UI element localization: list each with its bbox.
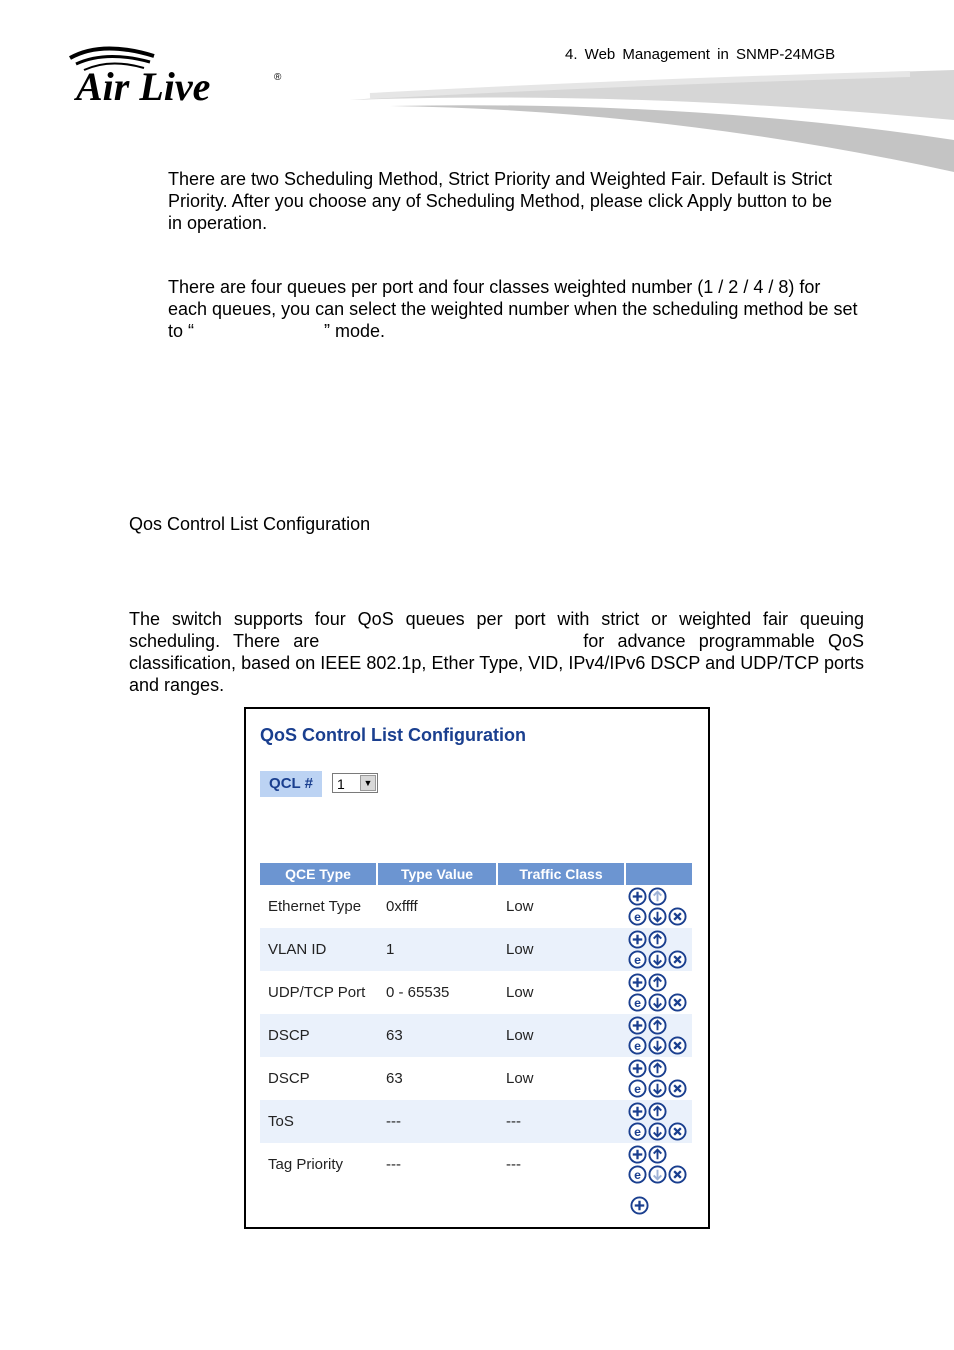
type-value-cell: 63 (386, 1027, 403, 1044)
svg-text:e: e (634, 909, 641, 924)
qce-type-cell: VLAN ID (268, 941, 327, 958)
add-icon[interactable] (628, 887, 647, 906)
traffic-class-cell: --- (506, 1156, 521, 1173)
svg-text:e: e (634, 952, 641, 967)
row-actions (626, 1057, 692, 1100)
arrow-up-icon[interactable] (648, 887, 667, 906)
svg-text:e: e (634, 995, 641, 1010)
qcl-title: QoS Control List Configuration (260, 725, 526, 745)
edit-icon[interactable] (628, 907, 647, 926)
row-actions (626, 1143, 692, 1186)
qce-type-cell: DSCP (268, 1027, 310, 1044)
paragraph-queues-text-a: There are four queues per port and four classes weighted number (1 / 2 / 4 / 8) for each queues, you can select the weighted number when the scheduling method be set to “ (168, 277, 858, 341)
edit-icon[interactable] (628, 950, 647, 969)
qcl-select[interactable] (332, 773, 378, 793)
qcl-screenshot (244, 707, 710, 1229)
table-header (260, 863, 692, 885)
paragraph-qcl-text-a: The switch supports four QoS queues per port with strict or weighted fair queuing scheduling. There are (129, 609, 864, 651)
svg-text:e: e (634, 1038, 641, 1053)
qce-type-cell: Ethernet Type (268, 898, 362, 915)
qce-table (260, 863, 692, 1186)
add-icon[interactable] (628, 930, 647, 949)
arrow-up-icon[interactable] (648, 1102, 667, 1121)
paragraph-qcl (129, 608, 864, 696)
delete-icon[interactable] (668, 993, 687, 1012)
qcl-label: QCL # (260, 771, 322, 797)
add-icon[interactable] (630, 1196, 649, 1215)
row-actions (626, 971, 692, 1014)
qce-type-cell: DSCP (268, 1070, 310, 1087)
delete-icon[interactable] (668, 1036, 687, 1055)
row-actions (626, 885, 692, 928)
svg-text:®: ® (274, 72, 282, 83)
column-header-qce-type: QCE Type (260, 863, 378, 885)
add-icon[interactable] (628, 1102, 647, 1121)
paragraph-queues (168, 276, 864, 342)
arrow-up-icon[interactable] (648, 930, 667, 949)
arrow-down-icon[interactable] (648, 1079, 667, 1098)
traffic-class-cell: Low (506, 984, 534, 1001)
delete-icon[interactable] (668, 1165, 687, 1184)
type-value-cell: --- (386, 1156, 401, 1173)
arrow-down-icon[interactable] (648, 1036, 667, 1055)
arrow-up-icon[interactable] (648, 1059, 667, 1078)
arrow-down-icon[interactable] (648, 907, 667, 926)
type-value-cell: --- (386, 1113, 401, 1130)
type-value-cell: 0xffff (386, 898, 418, 915)
traffic-class-cell: Low (506, 1027, 534, 1044)
paragraph-queues-text-b: ” mode. (324, 321, 386, 341)
edit-icon[interactable] (628, 1165, 647, 1184)
column-header-traffic-class: Traffic Class (498, 863, 626, 885)
paragraph-qcl-text-b: for advance programmable QoS classification, based on IEEE 802.1p, Ether Type, VID, IPv4/IPv6 DSCP and UDP/TCP ports and ranges. (129, 631, 864, 695)
logo-text: Air Live (76, 64, 211, 109)
edit-icon[interactable] (628, 1122, 647, 1141)
table-row (260, 971, 692, 1014)
column-header-type-value: Type Value (378, 863, 498, 885)
section-heading: Qos Control List Configuration (129, 514, 371, 534)
type-value-cell: 1 (386, 941, 395, 958)
delete-icon[interactable] (668, 950, 687, 969)
delete-icon[interactable] (668, 907, 687, 926)
qce-type-cell: ToS (268, 1113, 294, 1130)
airlive-logo (62, 42, 292, 112)
edit-icon[interactable] (628, 993, 647, 1012)
delete-icon[interactable] (668, 1122, 687, 1141)
table-row (260, 885, 692, 928)
table-row (260, 1057, 692, 1100)
delete-icon[interactable] (668, 1079, 687, 1098)
table-row (260, 1014, 692, 1057)
arrow-up-icon[interactable] (648, 1016, 667, 1035)
edit-icon[interactable] (628, 1079, 647, 1098)
arrow-up-icon[interactable] (648, 1145, 667, 1164)
edit-icon[interactable] (628, 1036, 647, 1055)
arrow-down-icon[interactable] (648, 1165, 667, 1184)
traffic-class-cell: Low (506, 898, 534, 915)
chevron-down-icon[interactable]: ▼ (360, 775, 376, 791)
column-header-actions (626, 863, 692, 885)
row-actions (626, 1014, 692, 1057)
add-icon[interactable] (628, 1016, 647, 1035)
qce-type-cell: UDP/TCP Port (268, 984, 366, 1001)
header-swoosh (330, 60, 954, 180)
table-row (260, 1100, 692, 1143)
traffic-class-cell: Low (506, 941, 534, 958)
add-icon[interactable] (628, 973, 647, 992)
type-value-cell: 0 - 65535 (386, 984, 450, 1001)
svg-text:e: e (634, 1124, 641, 1139)
table-row (260, 1143, 692, 1186)
paragraph-scheduling: There are two Scheduling Method, Strict Priority and Weighted Fair. Default is Strict Priority. After you choose any of Scheduling Method, please click Apply button to be in operation. (168, 169, 833, 233)
arrow-up-icon[interactable] (648, 973, 667, 992)
add-icon[interactable] (628, 1145, 647, 1164)
arrow-down-icon[interactable] (648, 950, 667, 969)
add-icon[interactable] (628, 1059, 647, 1078)
qce-type-cell: Tag Priority (268, 1156, 344, 1173)
qcl-select-value: 1 (337, 776, 345, 792)
arrow-down-icon[interactable] (648, 993, 667, 1012)
arrow-down-icon[interactable] (648, 1122, 667, 1141)
traffic-class-cell: --- (506, 1113, 521, 1130)
svg-text:e: e (634, 1081, 641, 1096)
chapter-title: 4. Web Management in SNMP-24MGB (565, 46, 836, 63)
row-actions (626, 1100, 692, 1143)
row-actions (626, 928, 692, 971)
type-value-cell: 63 (386, 1070, 403, 1087)
svg-text:e: e (634, 1167, 641, 1182)
table-row (260, 928, 692, 971)
traffic-class-cell: Low (506, 1070, 534, 1087)
